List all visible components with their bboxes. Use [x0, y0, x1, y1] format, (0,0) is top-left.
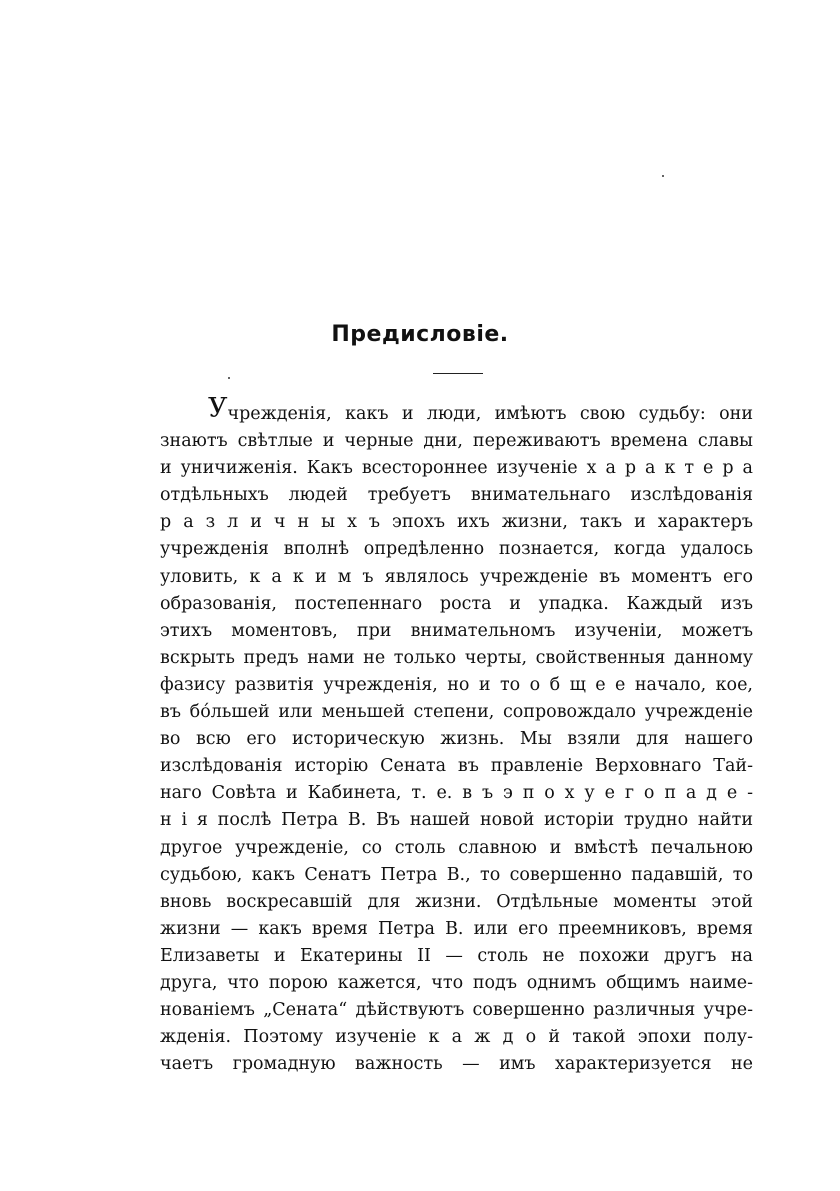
body-text	[160, 393, 753, 1078]
scan-speck	[228, 377, 230, 379]
text-line: отдѣльныхъ людей требуетъ внимательнаго изслѣдованія	[160, 485, 753, 506]
title-rule	[433, 373, 483, 374]
text-line: жизни — какъ время Петра В. или его преемниковъ, время	[160, 918, 753, 939]
text-line: учрежденія вполнѣ опредѣленно познается, когда удалось	[160, 539, 753, 560]
drop-cap: У	[208, 393, 228, 424]
text-line: н і я послѣ Петра В. Въ нашей новой исторіи трудно найти	[160, 810, 753, 831]
text-line: другое учрежденіе, со столь славною и вмѣстѣ печальною	[160, 837, 753, 858]
first-line-text: чрежденія, какъ и люди, имѣютъ свою судьбу: они	[227, 404, 753, 424]
text-lines	[160, 428, 753, 1078]
text-line: въ бóльшей или меньшей степени, сопровождало учрежденіе	[160, 702, 753, 723]
text-line: знаютъ свѣтлые и черные дни, переживаютъ времена славы	[160, 431, 753, 452]
text-line: наго Совѣта и Кабинета, т. е. в ъ э п о х у е г о п а д е -	[160, 783, 753, 804]
text-line: и уничиженія. Какъ всестороннее изученіе х а р а к т е р а	[160, 458, 753, 479]
text-line: жденія. Поэтому изученіе к а ж д о й такой эпохи полу-	[160, 1027, 753, 1048]
text-line: судьбою, какъ Сенатъ Петра В., то совершенно падавшій, то	[160, 864, 753, 885]
text-line: фазису развитія учрежденія, но и то о б щ е е начало, кое,	[160, 674, 753, 695]
text-line: уловить, к а к и м ъ являлось учрежденіе въ моментъ его	[160, 566, 753, 587]
page-title: Предисловіе.	[331, 322, 509, 347]
text-line: образованія, постепеннаго роста и упадка. Каждый изъ	[160, 593, 753, 614]
text-line: изслѣдованія исторію Сената въ правленіе Верховнаго Тай-	[160, 756, 753, 777]
text-line: друга, что порою кажется, что подъ однимъ общимъ наиме-	[160, 972, 753, 993]
text-line: чаетъ громадную важность — имъ характеризуется не	[160, 1054, 753, 1075]
text-line: р а з л и ч н ы х ъ эпохъ ихъ жизни, такъ и характеръ	[160, 512, 753, 533]
text-line: вскрыть предъ нами не только черты, свойственныя данному	[160, 647, 753, 668]
scan-speck	[662, 175, 664, 177]
text-line: во всю его историческую жизнь. Мы взяли для нашего	[160, 729, 753, 750]
text-line: вновь воскресавшій для жизни. Отдѣльные моменты этой	[160, 891, 753, 912]
text-line	[160, 393, 753, 428]
text-line: этихъ моментовъ, при внимательномъ изученіи, можетъ	[160, 620, 753, 641]
text-line: Елизаветы и Екатерины II — столь не похожи другъ на	[160, 945, 753, 966]
text-line: нованіемъ „Сената“ дѣйствуютъ совершенно различныя учре-	[160, 1000, 753, 1021]
